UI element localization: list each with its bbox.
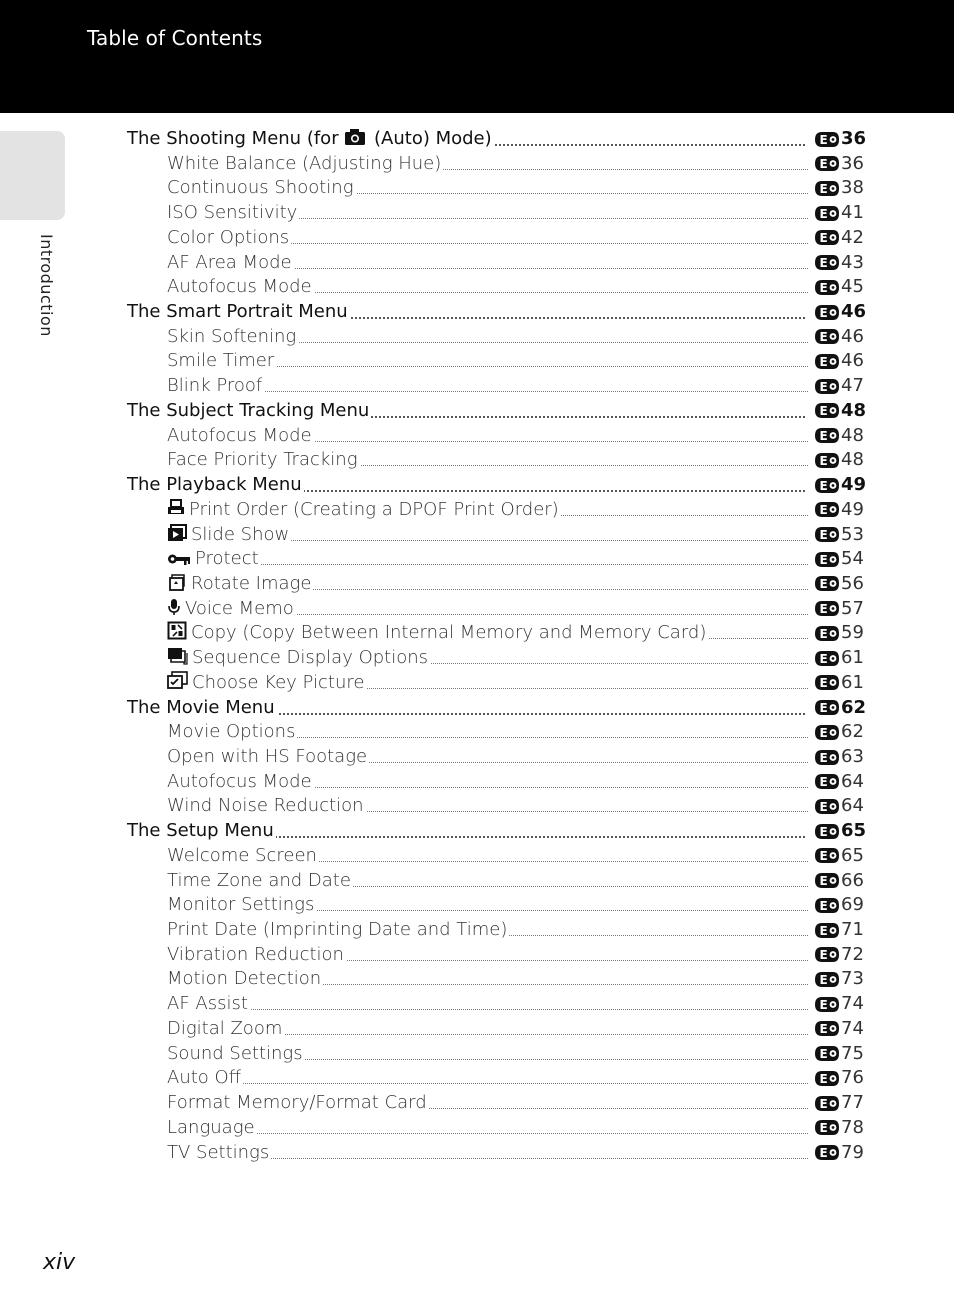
toc-entry[interactable] bbox=[0, 349, 954, 374]
toc-entry-label: Smile Timer bbox=[167, 350, 275, 372]
toc-page-ref: E 76 bbox=[814, 1066, 864, 1090]
toc-page-ref: E 74 bbox=[814, 1017, 864, 1041]
svg-text:E: E bbox=[819, 330, 828, 345]
toc-page-ref: E 75 bbox=[814, 1042, 864, 1066]
toc-entry[interactable] bbox=[0, 745, 954, 770]
toc-page-ref: E 59 bbox=[814, 621, 864, 645]
toc-entry-label: TV Settings bbox=[167, 1141, 270, 1163]
toc-entry-label: The Smart Portrait Menu bbox=[127, 301, 348, 323]
copy-icon bbox=[167, 621, 187, 647]
reference-section-icon bbox=[814, 1045, 841, 1062]
toc-entry[interactable] bbox=[0, 176, 954, 201]
svg-text:E: E bbox=[819, 206, 828, 221]
toc-entry[interactable] bbox=[0, 992, 954, 1017]
reference-section-icon bbox=[814, 378, 841, 395]
toc-entry[interactable] bbox=[0, 374, 954, 399]
toc-entry[interactable] bbox=[0, 1042, 954, 1067]
reference-section-icon bbox=[814, 847, 841, 864]
leader-dots bbox=[167, 564, 808, 565]
toc-entry-label: Open with HS Footage bbox=[167, 746, 368, 767]
toc-page-ref: E 41 bbox=[814, 201, 864, 225]
svg-text:E: E bbox=[819, 354, 828, 369]
slide-show-icon bbox=[167, 524, 187, 549]
toc-entry[interactable] bbox=[0, 152, 954, 177]
toc-entry-label: Sound Settings bbox=[167, 1042, 303, 1064]
toc-entry[interactable] bbox=[0, 1066, 954, 1091]
reference-section-icon bbox=[814, 699, 841, 716]
reference-section-icon bbox=[814, 946, 841, 963]
sequence-display-icon bbox=[167, 647, 188, 672]
toc-page-ref: E 61 bbox=[814, 646, 864, 670]
toc-page-ref: E 48 bbox=[814, 399, 866, 423]
svg-text:E: E bbox=[819, 1047, 828, 1062]
toc-entry[interactable] bbox=[0, 943, 954, 968]
svg-text:E: E bbox=[819, 478, 828, 493]
svg-text:E: E bbox=[819, 231, 828, 246]
toc-page-ref: E 61 bbox=[814, 671, 864, 695]
reference-section-icon bbox=[814, 823, 841, 840]
toc-entry-label: Face Priority Tracking bbox=[167, 449, 358, 471]
svg-text:E: E bbox=[819, 651, 828, 666]
toc-page-ref: E 64 bbox=[814, 770, 864, 794]
svg-text:E: E bbox=[819, 132, 828, 147]
svg-text:E: E bbox=[819, 503, 828, 518]
reference-section-icon bbox=[814, 551, 841, 568]
svg-text:E: E bbox=[819, 775, 828, 790]
toc-entry[interactable] bbox=[0, 572, 954, 597]
toc-entry[interactable] bbox=[0, 967, 954, 992]
reference-section-icon bbox=[814, 205, 841, 222]
svg-text:E: E bbox=[819, 1071, 828, 1086]
reference-section-icon bbox=[814, 452, 841, 469]
svg-text:E: E bbox=[819, 676, 828, 691]
toc-page-ref: E 48 bbox=[814, 448, 864, 472]
svg-text:E: E bbox=[819, 552, 828, 567]
reference-section-icon bbox=[814, 650, 841, 667]
toc-entry[interactable] bbox=[0, 547, 954, 572]
toc-page-ref: E 65 bbox=[814, 819, 866, 843]
toc-entry-label: Slide Show bbox=[167, 523, 291, 549]
svg-text:E: E bbox=[819, 528, 828, 543]
reference-section-icon bbox=[814, 1020, 841, 1037]
svg-text:E: E bbox=[819, 874, 828, 889]
toc-entry-label: Language bbox=[167, 1116, 255, 1138]
toc-entry[interactable] bbox=[0, 1141, 954, 1166]
toc-entry[interactable] bbox=[0, 127, 954, 152]
leader-dots bbox=[167, 1133, 808, 1134]
toc-entry[interactable] bbox=[0, 770, 954, 795]
toc-entry[interactable] bbox=[0, 720, 954, 745]
toc-page-ref: E 64 bbox=[814, 794, 864, 818]
toc-entry[interactable] bbox=[0, 523, 954, 548]
toc-entry[interactable] bbox=[0, 275, 954, 300]
toc-page-ref: E 38 bbox=[814, 176, 864, 200]
svg-text:E: E bbox=[819, 948, 828, 963]
svg-text:E: E bbox=[819, 1146, 828, 1161]
toc-page-ref: E 78 bbox=[814, 1116, 864, 1140]
toc-entry-label: Rotate Image bbox=[167, 572, 313, 598]
reference-section-icon bbox=[814, 996, 841, 1013]
toc-page-ref: E 73 bbox=[814, 967, 864, 991]
svg-text:E: E bbox=[819, 1121, 828, 1136]
reference-section-icon bbox=[814, 897, 841, 914]
toc-entry[interactable] bbox=[0, 300, 954, 325]
reference-section-icon bbox=[814, 131, 841, 148]
svg-text:E: E bbox=[819, 577, 828, 592]
toc-page-ref: E 62 bbox=[814, 696, 866, 720]
toc-entry-label: Welcome Screen bbox=[167, 844, 317, 866]
reference-section-icon bbox=[814, 155, 841, 172]
reference-section-icon bbox=[814, 304, 841, 321]
toc-page-ref: E 69 bbox=[814, 893, 864, 917]
toc-page-ref: E 72 bbox=[814, 943, 864, 967]
reference-section-icon bbox=[814, 229, 841, 246]
toc-page-ref: E 71 bbox=[814, 918, 864, 942]
reference-section-icon bbox=[814, 279, 841, 296]
toc-entry[interactable] bbox=[0, 1116, 954, 1141]
reference-section-icon bbox=[814, 1144, 841, 1161]
toc-entry-label: The Subject Tracking Menu bbox=[127, 399, 370, 421]
toc-page-ref: E 56 bbox=[814, 572, 864, 596]
svg-text:E: E bbox=[819, 972, 828, 987]
reference-section-icon bbox=[814, 872, 841, 889]
toc-page-ref: E 54 bbox=[814, 547, 864, 571]
toc-entry[interactable] bbox=[0, 251, 954, 276]
reference-section-icon bbox=[814, 674, 841, 691]
reference-section-icon bbox=[814, 526, 841, 543]
svg-text:E: E bbox=[819, 799, 828, 814]
toc-entry[interactable] bbox=[0, 671, 954, 696]
toc-page-ref: E 63 bbox=[814, 745, 864, 769]
reference-section-icon bbox=[814, 1119, 841, 1136]
reference-section-icon bbox=[814, 254, 841, 271]
reference-section-icon bbox=[814, 427, 841, 444]
toc-entry[interactable] bbox=[0, 448, 954, 473]
toc-entry-label: Print Date (Imprinting Date and Time) bbox=[167, 919, 508, 941]
svg-text:E: E bbox=[819, 898, 828, 913]
reference-section-icon bbox=[814, 501, 841, 518]
toc-page-ref: E 43 bbox=[814, 251, 864, 275]
svg-text:E: E bbox=[819, 626, 828, 641]
svg-text:E: E bbox=[819, 157, 828, 172]
toc-entry-label: AF Assist bbox=[167, 993, 248, 1015]
toc-page-ref: E 47 bbox=[814, 374, 864, 398]
toc-entry[interactable] bbox=[0, 597, 954, 622]
protect-key-icon bbox=[167, 549, 191, 573]
reference-section-icon bbox=[814, 402, 841, 419]
toc-entry-label: Motion Detection bbox=[167, 968, 322, 990]
toc-entry[interactable] bbox=[0, 621, 954, 646]
toc-page-ref: E 53 bbox=[814, 523, 864, 547]
svg-text:E: E bbox=[819, 750, 828, 765]
svg-text:E: E bbox=[819, 181, 828, 196]
toc-entry-label: Autofocus Mode bbox=[167, 770, 312, 792]
toc-entry-label: Time Zone and Date bbox=[167, 869, 351, 891]
reference-section-icon bbox=[814, 625, 841, 642]
toc-entry[interactable] bbox=[0, 226, 954, 251]
toc-entry-label: Wind Noise Reduction bbox=[167, 795, 364, 817]
reference-section-icon bbox=[814, 749, 841, 766]
toc-entry[interactable] bbox=[0, 424, 954, 449]
toc-entry-label: Continuous Shooting bbox=[167, 177, 354, 199]
toc-entry-label: Skin Softening bbox=[167, 325, 297, 347]
toc-entry-label: AF Area Mode bbox=[167, 251, 292, 273]
toc-entry[interactable] bbox=[0, 399, 954, 424]
toc-entry-label: Color Options bbox=[167, 226, 290, 248]
reference-section-icon bbox=[814, 971, 841, 988]
rotate-image-icon bbox=[167, 573, 187, 598]
toc-entry-label: Blink Proof bbox=[167, 375, 263, 397]
reference-section-icon bbox=[814, 773, 841, 790]
leader-dots bbox=[167, 1083, 808, 1084]
reference-section-icon bbox=[814, 798, 841, 815]
toc-page-ref: E 46 bbox=[814, 349, 864, 373]
toc-page-ref: E 36 bbox=[814, 152, 864, 176]
toc-entry-label: Choose Key Picture bbox=[167, 671, 366, 697]
toc-entry-label: Format Memory/Format Card bbox=[167, 1092, 427, 1114]
toc-page-ref: E 65 bbox=[814, 844, 864, 868]
toc-entry-label: Protect bbox=[167, 547, 261, 573]
toc-entry-label: Monitor Settings bbox=[167, 894, 315, 916]
toc-entry-label: White Balance (Adjusting Hue) bbox=[167, 152, 442, 174]
toc-entry[interactable] bbox=[0, 893, 954, 918]
svg-text:E: E bbox=[819, 849, 828, 864]
page-number: xiv bbox=[43, 1250, 76, 1275]
reference-section-icon bbox=[814, 1070, 841, 1087]
svg-text:E: E bbox=[819, 923, 828, 938]
toc-page-ref: E 74 bbox=[814, 992, 864, 1016]
toc-entry[interactable] bbox=[0, 646, 954, 671]
leader-dots bbox=[167, 1009, 808, 1010]
toc-entry[interactable] bbox=[0, 869, 954, 894]
reference-section-icon bbox=[814, 724, 841, 741]
svg-text:E: E bbox=[819, 280, 828, 295]
toc-entry-label: Auto Off bbox=[167, 1067, 242, 1089]
toc-page-ref: E 46 bbox=[814, 300, 866, 324]
reference-section-icon bbox=[814, 1095, 841, 1112]
toc-page-ref: E 36 bbox=[814, 127, 866, 151]
camera-icon bbox=[344, 128, 366, 153]
reference-section-icon bbox=[814, 328, 841, 345]
toc-entry-label: Vibration Reduction bbox=[167, 943, 344, 965]
toc-page-ref: E 62 bbox=[814, 720, 864, 744]
toc-entry-label: Autofocus Mode bbox=[167, 424, 312, 446]
toc-entry-label: Movie Options bbox=[167, 721, 296, 743]
svg-text:E: E bbox=[819, 1096, 828, 1111]
reference-section-icon bbox=[814, 600, 841, 617]
reference-section-icon bbox=[814, 477, 841, 494]
svg-text:E: E bbox=[819, 725, 828, 740]
svg-text:E: E bbox=[819, 701, 828, 716]
svg-text:E: E bbox=[819, 602, 828, 617]
toc-entry[interactable] bbox=[0, 844, 954, 869]
toc-entry[interactable] bbox=[0, 1017, 954, 1042]
toc-entry-label: Autofocus Mode bbox=[167, 276, 312, 298]
toc-entry-label: Sequence Display Options bbox=[167, 646, 430, 672]
toc-entry-label: The Setup Menu bbox=[127, 820, 274, 842]
reference-section-icon bbox=[814, 353, 841, 370]
svg-text:E: E bbox=[819, 453, 828, 468]
svg-text:E: E bbox=[819, 379, 828, 394]
toc-entry[interactable] bbox=[0, 473, 954, 498]
toc-page-ref: E 46 bbox=[814, 325, 864, 349]
toc-entry-label: The Movie Menu bbox=[127, 696, 275, 718]
toc-entry[interactable] bbox=[0, 498, 954, 523]
toc-entry[interactable] bbox=[0, 794, 954, 819]
toc-page-ref: E 48 bbox=[814, 424, 864, 448]
svg-text:E: E bbox=[819, 404, 828, 419]
toc-entry-label: The Playback Menu bbox=[127, 474, 302, 496]
toc-entry-label: The Shooting Menu (for (Auto) Mode) bbox=[127, 127, 494, 153]
toc-page-ref: E 49 bbox=[814, 498, 864, 522]
section-tab-label: Introduction bbox=[37, 234, 56, 337]
toc-page-ref: E 45 bbox=[814, 275, 864, 299]
toc-page-ref: E 42 bbox=[814, 226, 864, 250]
toc-entry-label: ISO Sensitivity bbox=[167, 202, 298, 224]
toc-entry[interactable] bbox=[0, 696, 954, 721]
toc-page-ref: E 79 bbox=[814, 1141, 864, 1165]
reference-section-icon bbox=[814, 575, 841, 592]
reference-section-icon bbox=[814, 922, 841, 939]
toc-entry-label: Copy (Copy Between Internal Memory and Memory Card) bbox=[167, 621, 708, 647]
page-title: Table of Contents bbox=[87, 26, 263, 50]
toc-page-ref: E 66 bbox=[814, 869, 864, 893]
toc-entry-label: Voice Memo bbox=[167, 597, 296, 623]
toc-entry[interactable] bbox=[0, 325, 954, 350]
toc-page-ref: E 77 bbox=[814, 1091, 864, 1115]
toc-page-ref: E 49 bbox=[814, 473, 866, 497]
reference-section-icon bbox=[814, 180, 841, 197]
svg-text:E: E bbox=[819, 429, 828, 444]
toc-entry-label: Print Order (Creating a DPOF Print Order) bbox=[167, 498, 561, 524]
toc-entry[interactable] bbox=[0, 819, 954, 844]
toc-entry[interactable] bbox=[0, 918, 954, 943]
toc-entry[interactable] bbox=[0, 1091, 954, 1116]
choose-key-picture-icon bbox=[167, 671, 188, 697]
svg-text:E: E bbox=[819, 1022, 828, 1037]
svg-text:E: E bbox=[819, 305, 828, 320]
svg-text:E: E bbox=[819, 824, 828, 839]
toc-entry-label: Digital Zoom bbox=[167, 1017, 283, 1039]
print-order-icon bbox=[167, 499, 185, 524]
toc-entry[interactable] bbox=[0, 201, 954, 226]
toc-page-ref: E 57 bbox=[814, 597, 864, 621]
svg-text:E: E bbox=[819, 256, 828, 271]
svg-text:E: E bbox=[819, 997, 828, 1012]
microphone-icon bbox=[167, 598, 181, 623]
